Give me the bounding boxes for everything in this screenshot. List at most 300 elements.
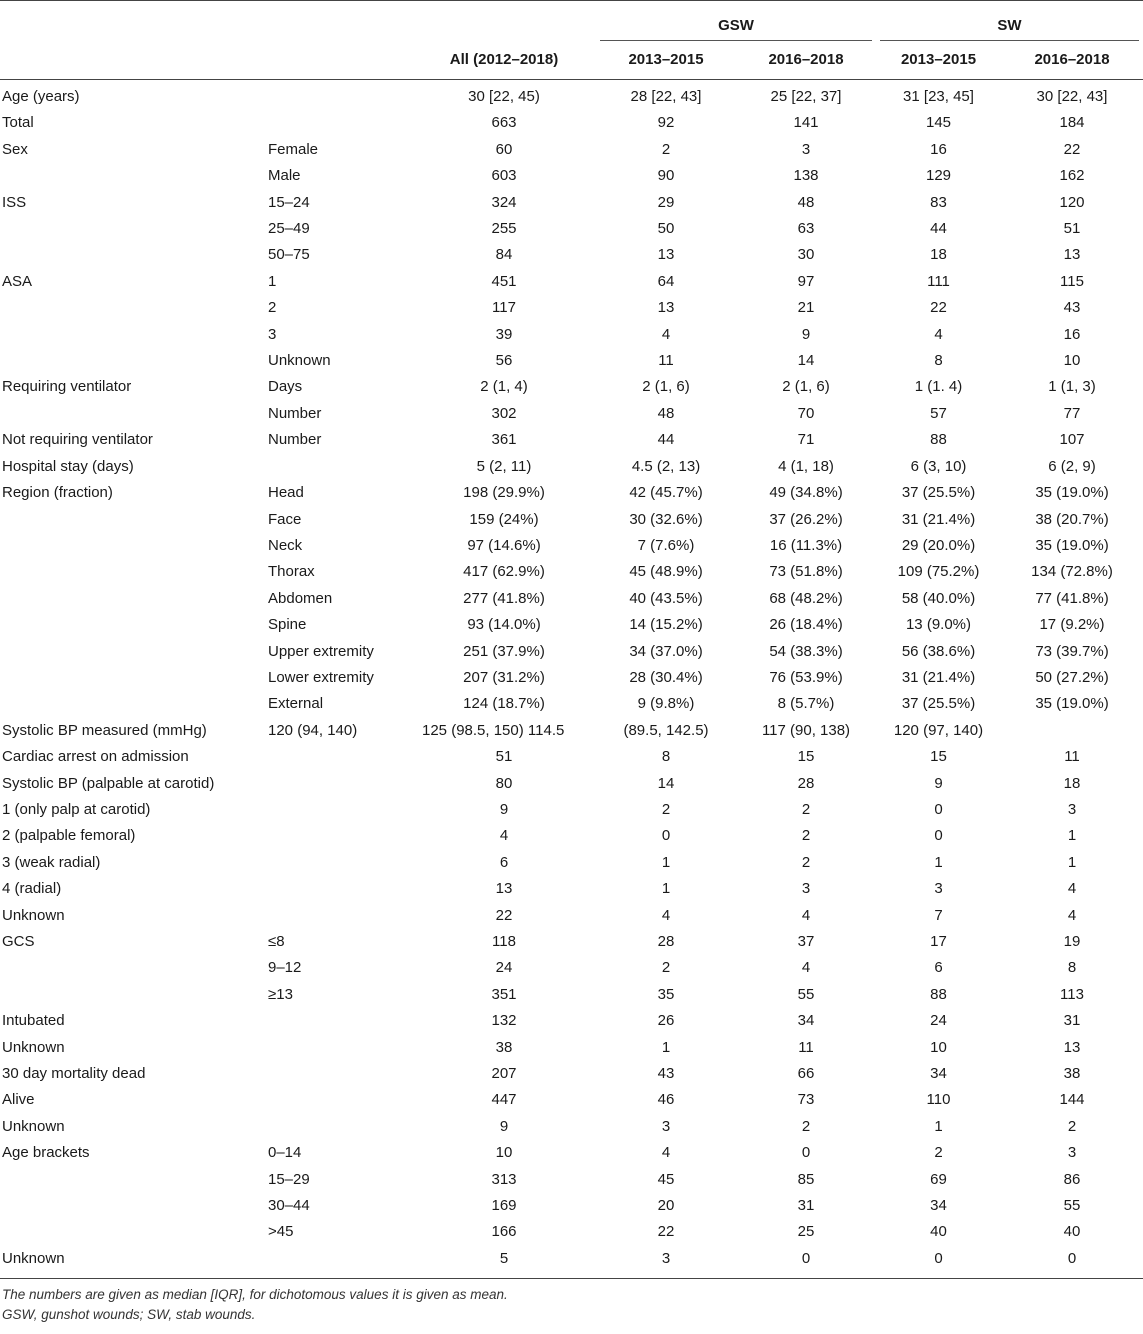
cell-all: 159 (24%)	[469, 510, 539, 528]
column-header-gsw-2016-2018: 2016–2018	[768, 51, 844, 68]
cell-sw-2013-2015: 31 (21.4%)	[901, 510, 976, 528]
cell-gsw-2013-2015: 14 (15.2%)	[629, 616, 703, 634]
cell-sw-2016-2018: 2	[1067, 1117, 1077, 1135]
column-header-sw-2016-2018: 2016–2018	[1034, 51, 1110, 68]
row-sublabel: 2	[268, 299, 277, 317]
row-sublabel: 1	[268, 272, 277, 290]
cell-gsw-2013-2015: 4	[661, 1144, 671, 1162]
row-label: Unknown	[2, 1038, 65, 1056]
cell-sw-2016-2018: 107	[1059, 431, 1085, 449]
cell-gsw-2013-2015: 13	[657, 299, 675, 317]
cell-all: 117	[492, 299, 516, 317]
table-row	[0, 110, 1143, 136]
cell-gsw-2013-2015: 13	[657, 246, 675, 264]
cell-all: 277 (41.8%)	[463, 589, 545, 607]
cell-sw-2013-2015: 57	[930, 404, 947, 422]
row-label: 2 (palpable femoral)	[2, 827, 136, 845]
cell-sw-2016-2018: 13	[1063, 246, 1081, 264]
row-sublabel	[266, 797, 412, 823]
cell-gsw-2013-2015: (89.5, 142.5)	[623, 721, 709, 739]
cell-gsw-2013-2015: 22	[657, 1223, 675, 1241]
cell-gsw-2016-2018: 31	[797, 1197, 815, 1215]
cell-gsw-2013-2015: 1	[661, 1038, 671, 1056]
cell-gsw-2016-2018: 30	[797, 246, 815, 264]
cell-sw-2013-2015: 1	[934, 1117, 943, 1135]
cell-all: 5	[499, 1249, 509, 1267]
cell-sw-2013-2015: 129	[925, 167, 952, 185]
row-label: Hospital stay (days)	[2, 457, 134, 475]
table-row	[0, 269, 1143, 295]
column-header-all: All (2012–2018)	[449, 51, 559, 68]
cell-gsw-2016-2018: 97	[797, 272, 815, 290]
table-row	[0, 639, 1143, 665]
cell-sw-2013-2015: 145	[925, 114, 952, 132]
row-label: ASA	[2, 272, 33, 290]
cell-all: 39	[495, 325, 513, 343]
row-sublabel	[266, 110, 412, 136]
cell-gsw-2013-2015: 4	[661, 325, 671, 343]
cell-gsw-2016-2018: 2	[801, 1117, 811, 1135]
cell-sw-2013-2015: 88	[930, 985, 947, 1003]
row-sublabel: 15–24	[268, 193, 310, 211]
row-label: 4 (radial)	[2, 880, 62, 898]
row-label	[0, 586, 266, 612]
cell-gsw-2016-2018: 73	[797, 1091, 815, 1109]
cell-sw-2016-2018: 77 (41.8%)	[1035, 589, 1109, 607]
cell-gsw-2013-2015: 11	[658, 352, 674, 370]
cell-all: 603	[491, 167, 517, 185]
cell-sw-2016-2018: 8	[1067, 959, 1077, 977]
cell-all: 169	[491, 1197, 517, 1215]
row-sublabel	[266, 850, 412, 876]
row-sublabel: Number	[268, 404, 322, 422]
cell-gsw-2016-2018: 3	[801, 880, 811, 898]
table-row	[0, 84, 1143, 110]
row-label: Total	[2, 114, 34, 132]
row-label: Age brackets	[2, 1144, 90, 1162]
table-row	[0, 586, 1143, 612]
footnote: GSW, gunshot wounds; SW, stab wounds.	[2, 1307, 256, 1323]
cell-gsw-2016-2018: 21	[797, 299, 815, 317]
table-row	[0, 771, 1143, 797]
row-sublabel: Spine	[268, 616, 307, 634]
cell-sw-2013-2015: 15	[930, 748, 947, 766]
table-row	[0, 691, 1143, 717]
row-sublabel: Number	[268, 431, 322, 449]
table-row	[0, 744, 1143, 770]
row-sublabel	[266, 903, 412, 929]
cell-gsw-2016-2018: 117 (90, 138)	[761, 721, 851, 739]
cell-sw-2016-2018: 1 (1, 3)	[1048, 378, 1096, 396]
row-label	[0, 295, 266, 321]
cell-gsw-2013-2015: 46	[657, 1091, 675, 1109]
table-row	[0, 1167, 1143, 1193]
cell-all: 417 (62.9%)	[463, 563, 545, 581]
cell-sw-2016-2018: 120	[1059, 193, 1085, 211]
cell-gsw-2013-2015: 7 (7.6%)	[637, 536, 695, 554]
table-row	[0, 559, 1143, 585]
cell-sw-2013-2015: 58 (40.0%)	[901, 589, 976, 607]
row-sublabel: 120 (94, 140)	[268, 721, 358, 739]
cell-gsw-2016-2018: 68 (48.2%)	[769, 589, 843, 607]
cell-gsw-2013-2015: 26	[657, 1012, 675, 1030]
row-sublabel: Abdomen	[268, 589, 333, 607]
table-row	[0, 427, 1143, 453]
cell-sw-2013-2015: 109 (75.2%)	[897, 563, 980, 581]
cell-gsw-2013-2015: 3	[661, 1117, 671, 1135]
cell-gsw-2013-2015: 8	[661, 748, 671, 766]
row-sublabel: 25–49	[268, 220, 310, 238]
cell-gsw-2016-2018: 37	[797, 933, 815, 950]
cell-sw-2013-2015: 31 (21.4%)	[901, 668, 976, 686]
row-label: Intubated	[2, 1012, 65, 1030]
cell-sw-2013-2015: 40	[930, 1223, 947, 1241]
cell-gsw-2016-2018: 0	[801, 1144, 811, 1162]
table-row	[0, 1193, 1143, 1219]
row-sublabel: Days	[268, 378, 303, 396]
table-notes	[0, 1285, 1143, 1325]
row-sublabel	[266, 1087, 412, 1113]
cell-sw-2013-2015: 1	[934, 853, 943, 871]
group-header-gsw: GSW	[596, 11, 876, 41]
row-label	[0, 348, 266, 374]
row-sublabel	[266, 876, 412, 902]
cell-sw-2013-2015: 3	[934, 880, 943, 898]
cell-sw-2013-2015: 110	[926, 1091, 951, 1109]
cell-gsw-2016-2018: 4	[801, 959, 811, 977]
row-sublabel: Head	[268, 484, 304, 502]
row-sublabel	[266, 1035, 412, 1061]
cell-sw-2016-2018: 22	[1063, 140, 1081, 158]
column-header-gsw-2013-2015: 2013–2015	[628, 51, 704, 68]
cell-gsw-2016-2018: 26 (18.4%)	[769, 616, 843, 634]
cell-sw-2013-2015: 0	[934, 1249, 943, 1267]
row-label	[0, 1167, 266, 1193]
cell-sw-2013-2015: 1 (1. 4)	[914, 378, 963, 396]
cell-gsw-2016-2018: 85	[797, 1170, 815, 1188]
cell-sw-2016-2018: 40	[1063, 1223, 1081, 1241]
cell-sw-2013-2015: 37 (25.5%)	[901, 695, 976, 713]
cell-gsw-2016-2018: 49 (34.8%)	[769, 484, 843, 502]
row-sublabel: >45	[268, 1223, 294, 1241]
cell-sw-2016-2018: 6 (2, 9)	[1048, 457, 1096, 475]
cell-sw-2013-2015: 0	[934, 827, 943, 845]
cell-gsw-2013-2015: 30 (32.6%)	[629, 510, 703, 528]
row-label	[0, 322, 266, 348]
row-sublabel: ≤8	[268, 933, 285, 950]
cell-sw-2016-2018: 0	[1067, 1249, 1077, 1267]
cell-all: 361	[491, 431, 517, 449]
cell-gsw-2016-2018: 54 (38.3%)	[769, 642, 843, 660]
table-row	[0, 533, 1143, 559]
cell-sw-2016-2018: 144	[1059, 1091, 1085, 1109]
cell-sw-2016-2018: 19	[1063, 933, 1081, 950]
cell-all: 451	[491, 272, 517, 290]
cell-all: 125 (98.5, 150) 114.5	[422, 721, 565, 739]
cell-gsw-2013-2015: 29	[657, 193, 675, 211]
cell-gsw-2013-2015: 44	[657, 431, 675, 449]
row-label: Requiring ventilator	[2, 378, 132, 396]
row-sublabel: Neck	[268, 536, 303, 554]
cell-sw-2013-2015: 37 (25.5%)	[901, 484, 976, 502]
cell-sw-2016-2018: 1	[1067, 853, 1077, 871]
table-row	[0, 876, 1143, 902]
row-label: 30 day mortality dead	[2, 1065, 146, 1083]
cell-gsw-2013-2015: 1	[661, 880, 671, 898]
row-label: Age (years)	[2, 88, 80, 105]
cell-gsw-2013-2015: 28	[657, 933, 675, 950]
cell-sw-2016-2018: 35 (19.0%)	[1035, 536, 1109, 554]
cell-gsw-2013-2015: 64	[657, 272, 675, 290]
row-label	[0, 691, 266, 717]
row-sublabel: Unknown	[268, 352, 331, 370]
cell-sw-2013-2015: 4	[934, 325, 943, 343]
cell-gsw-2013-2015: 45	[657, 1170, 675, 1188]
cell-gsw-2013-2015: 2	[661, 959, 671, 977]
cell-gsw-2013-2015: 4.5 (2, 13)	[631, 457, 701, 475]
cell-gsw-2016-2018: 73 (51.8%)	[769, 563, 843, 581]
table-row	[0, 348, 1143, 374]
table-row	[0, 665, 1143, 691]
cell-gsw-2013-2015: 34 (37.0%)	[629, 642, 703, 660]
cell-sw-2013-2015: 24	[930, 1012, 947, 1030]
cell-gsw-2016-2018: 70	[797, 404, 815, 422]
table-row	[0, 507, 1143, 533]
row-sublabel: 15–29	[268, 1170, 310, 1188]
table-body	[0, 84, 1143, 1279]
cell-all: 313	[491, 1170, 517, 1188]
cell-gsw-2013-2015: 50	[657, 220, 675, 238]
cell-sw-2013-2015: 0	[934, 800, 943, 818]
cell-gsw-2013-2015: 28 (30.4%)	[629, 668, 703, 686]
cell-gsw-2013-2015: 3	[661, 1249, 671, 1267]
row-sublabel: Thorax	[268, 563, 315, 581]
cell-all: 60	[495, 140, 513, 158]
row-label: Cardiac arrest on admission	[2, 748, 189, 766]
cell-all: 4	[499, 827, 509, 845]
row-label	[0, 955, 266, 981]
cell-gsw-2013-2015: 45 (48.9%)	[629, 563, 703, 581]
cell-gsw-2013-2015: 42 (45.7%)	[629, 484, 703, 502]
cell-gsw-2016-2018: 2	[801, 827, 811, 845]
cell-gsw-2013-2015: 4	[661, 906, 671, 924]
cell-sw-2016-2018: 18	[1063, 774, 1081, 792]
cell-all: 447	[491, 1091, 517, 1109]
table-row	[0, 850, 1143, 876]
cell-gsw-2016-2018: 3	[801, 140, 811, 158]
row-sublabel	[266, 84, 412, 110]
cell-gsw-2016-2018: 2	[801, 853, 811, 871]
row-label: 3 (weak radial)	[2, 853, 101, 871]
table-row	[0, 190, 1143, 216]
cell-sw-2013-2015: 31 [23, 45]	[903, 88, 974, 105]
cell-gsw-2016-2018: 2 (1, 6)	[782, 378, 830, 396]
row-label: Unknown	[2, 906, 65, 924]
cell-sw-2016-2018: 35 (19.0%)	[1035, 484, 1109, 502]
row-sublabel: ≥13	[268, 985, 293, 1003]
row-sublabel: Lower extremity	[268, 668, 374, 686]
cell-gsw-2016-2018: 16 (11.3%)	[769, 536, 843, 554]
cell-all: 9	[499, 1117, 509, 1135]
cell-gsw-2016-2018: 25	[797, 1223, 815, 1241]
cell-sw-2013-2015: 6 (3, 10)	[910, 457, 967, 475]
cell-sw-2016-2018	[1001, 718, 1143, 744]
row-label	[0, 1219, 266, 1245]
cell-gsw-2016-2018: 34	[797, 1012, 815, 1030]
cell-sw-2013-2015: 6	[934, 959, 943, 977]
cell-sw-2013-2015: 9	[934, 774, 943, 792]
cell-all: 198 (29.9%)	[463, 484, 545, 502]
cell-sw-2016-2018: 55	[1063, 1197, 1081, 1215]
cell-sw-2016-2018: 11	[1064, 748, 1080, 766]
cell-gsw-2013-2015: 1	[661, 853, 671, 871]
cell-sw-2013-2015: 34	[930, 1197, 947, 1215]
row-label: GCS	[2, 933, 35, 950]
cell-gsw-2016-2018: 2	[801, 800, 811, 818]
cell-all: 5 (2, 11)	[476, 457, 532, 475]
table-row	[0, 1087, 1143, 1113]
cell-gsw-2013-2015: 35	[657, 985, 675, 1003]
table-row	[0, 797, 1143, 823]
cell-gsw-2016-2018: 76 (53.9%)	[769, 668, 843, 686]
row-label	[0, 401, 266, 427]
table-row	[0, 903, 1143, 929]
table-row	[0, 454, 1143, 480]
table-row	[0, 295, 1143, 321]
row-sublabel: 0–14	[268, 1144, 302, 1162]
row-sublabel: 3	[268, 325, 277, 343]
cell-sw-2013-2015: 44	[930, 220, 947, 238]
row-sublabel: 50–75	[268, 246, 310, 264]
cell-sw-2016-2018: 30 [22, 43]	[1036, 88, 1108, 105]
row-sublabel: Female	[268, 140, 319, 158]
cell-gsw-2016-2018: 37 (26.2%)	[769, 510, 843, 528]
cell-sw-2013-2015: 7	[934, 906, 943, 924]
cell-gsw-2016-2018: 15	[797, 748, 815, 766]
table-row	[0, 480, 1143, 506]
cell-gsw-2016-2018: 55	[797, 985, 815, 1003]
cell-all: 97 (14.6%)	[467, 536, 541, 554]
cell-all: 351	[491, 985, 517, 1003]
cell-gsw-2016-2018: 48	[797, 193, 815, 211]
cell-gsw-2016-2018: 14	[797, 352, 815, 370]
cell-sw-2013-2015: 22	[930, 299, 947, 317]
cell-sw-2016-2018: 3	[1067, 800, 1077, 818]
cell-sw-2013-2015: 17	[930, 933, 947, 950]
cell-sw-2016-2018: 38 (20.7%)	[1035, 510, 1109, 528]
cell-all: 93 (14.0%)	[467, 616, 541, 634]
table-row	[0, 612, 1143, 638]
row-label: Unknown	[2, 1249, 65, 1267]
row-label: Not requiring ventilator	[2, 431, 153, 449]
cell-gsw-2016-2018: 66	[797, 1065, 815, 1083]
cell-gsw-2016-2018: 8 (5.7%)	[777, 695, 835, 713]
cell-sw-2013-2015: 10	[930, 1038, 947, 1056]
cell-sw-2013-2015: 88	[930, 431, 947, 449]
cell-sw-2013-2015: 13 (9.0%)	[905, 616, 972, 634]
row-label: Systolic BP (palpable at carotid)	[2, 774, 215, 792]
cell-sw-2016-2018: 4	[1067, 906, 1077, 924]
row-sublabel	[266, 1246, 412, 1272]
footnote: The numbers are given as median [IQR], for dichotomous values it is given as mean.	[2, 1287, 508, 1303]
row-sublabel: Upper extremity	[268, 642, 374, 660]
cell-all: 38	[495, 1038, 513, 1056]
row-sublabel	[266, 771, 412, 797]
row-label: 1 (only palp at carotid)	[2, 800, 151, 818]
cell-sw-2016-2018: 1	[1067, 827, 1077, 845]
cell-sw-2013-2015: 69	[930, 1170, 947, 1188]
cell-gsw-2013-2015: 92	[657, 114, 675, 132]
row-label	[0, 559, 266, 585]
cell-gsw-2013-2015: 2 (1, 6)	[642, 378, 690, 396]
cell-gsw-2016-2018: 25 [22, 37]	[770, 88, 842, 105]
cell-gsw-2016-2018: 28	[797, 774, 815, 792]
cell-gsw-2016-2018: 4	[801, 906, 811, 924]
cell-sw-2016-2018: 16	[1063, 325, 1081, 343]
cell-sw-2016-2018: 50 (27.2%)	[1035, 668, 1109, 686]
cell-sw-2016-2018: 38	[1063, 1065, 1081, 1083]
cell-all: 22	[495, 906, 513, 924]
row-label	[0, 982, 266, 1008]
table-row	[0, 322, 1143, 348]
table-row	[0, 1008, 1143, 1034]
cell-gsw-2013-2015: 43	[657, 1065, 675, 1083]
table-row	[0, 374, 1143, 400]
table-row	[0, 1140, 1143, 1166]
cell-sw-2016-2018: 10	[1063, 352, 1081, 370]
table-row	[0, 718, 1143, 744]
row-label: Unknown	[2, 1117, 65, 1135]
cell-gsw-2016-2018: 4 (1, 18)	[778, 457, 834, 475]
table-row	[0, 137, 1143, 163]
cell-gsw-2013-2015: 48	[657, 404, 675, 422]
cell-all: 84	[495, 246, 513, 264]
cell-sw-2016-2018: 134 (72.8%)	[1031, 563, 1113, 581]
column-header-sw-2013-2015: 2013–2015	[900, 51, 977, 68]
cell-all: 24	[495, 959, 513, 977]
cell-all: 324	[491, 193, 517, 211]
row-label: Sex	[2, 140, 28, 158]
table-row	[0, 1061, 1143, 1087]
row-sublabel	[266, 1061, 412, 1087]
row-label: Systolic BP measured (mmHg)	[2, 721, 207, 739]
row-label	[0, 163, 266, 189]
row-sublabel: Face	[268, 510, 302, 528]
cell-sw-2013-2015: 111	[927, 272, 950, 290]
cell-sw-2016-2018: 73 (39.7%)	[1035, 642, 1109, 660]
cell-sw-2013-2015: 83	[930, 193, 947, 211]
row-sublabel: External	[268, 695, 324, 713]
cell-sw-2016-2018: 77	[1063, 404, 1081, 422]
cell-all: 302	[491, 404, 517, 422]
cell-all: 56	[495, 352, 513, 370]
row-sublabel	[266, 744, 412, 770]
cell-sw-2013-2015: 56 (38.6%)	[901, 642, 976, 660]
cell-gsw-2013-2015: 2	[661, 800, 671, 818]
cell-sw-2016-2018: 86	[1063, 1170, 1081, 1188]
row-sublabel	[266, 823, 412, 849]
cell-gsw-2016-2018: 71	[797, 431, 815, 449]
cell-gsw-2013-2015: 14	[657, 774, 675, 792]
table-header	[0, 1, 1143, 85]
row-label	[0, 507, 266, 533]
cell-all: 6	[499, 853, 509, 871]
table-row	[0, 1035, 1143, 1061]
cell-all: 255	[491, 220, 517, 238]
group-header-sw: SW	[876, 11, 1143, 41]
cell-all: 51	[495, 748, 513, 766]
cell-gsw-2016-2018: 0	[801, 1249, 811, 1267]
